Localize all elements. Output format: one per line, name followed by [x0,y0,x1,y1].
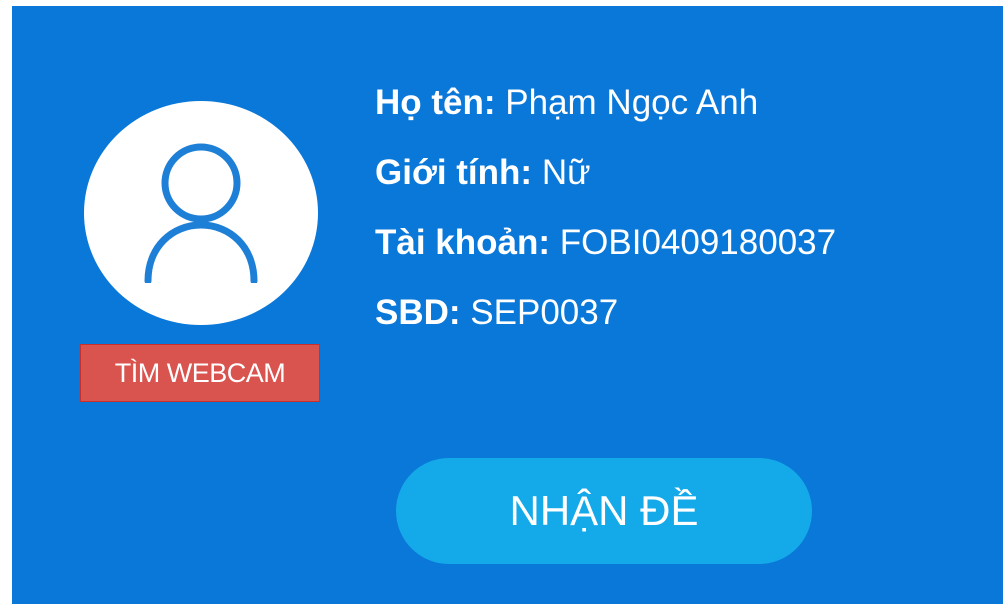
name-value: Phạm Ngọc Anh [505,83,759,122]
gender-label: Giới tính: [375,153,533,192]
candidate-info [375,80,836,360]
account-value: FOBI0409180037 [559,223,837,262]
sbd-label: SBD: [375,293,461,332]
find-webcam-button[interactable]: TÌM WEBCAM [80,344,320,402]
account-label: Tài khoản: [375,223,551,262]
name-row [375,80,836,150]
receive-exam-button[interactable]: NHẬN ĐỀ [396,458,812,564]
candidate-panel [12,6,1003,604]
account-row [375,220,836,290]
name-label: Họ tên: [375,83,496,122]
user-outline-icon [142,141,260,283]
sbd-value: SEP0037 [470,293,619,332]
avatar [84,101,318,325]
gender-row [375,150,836,220]
gender-value: Nữ [541,153,591,192]
sbd-row [375,290,836,360]
